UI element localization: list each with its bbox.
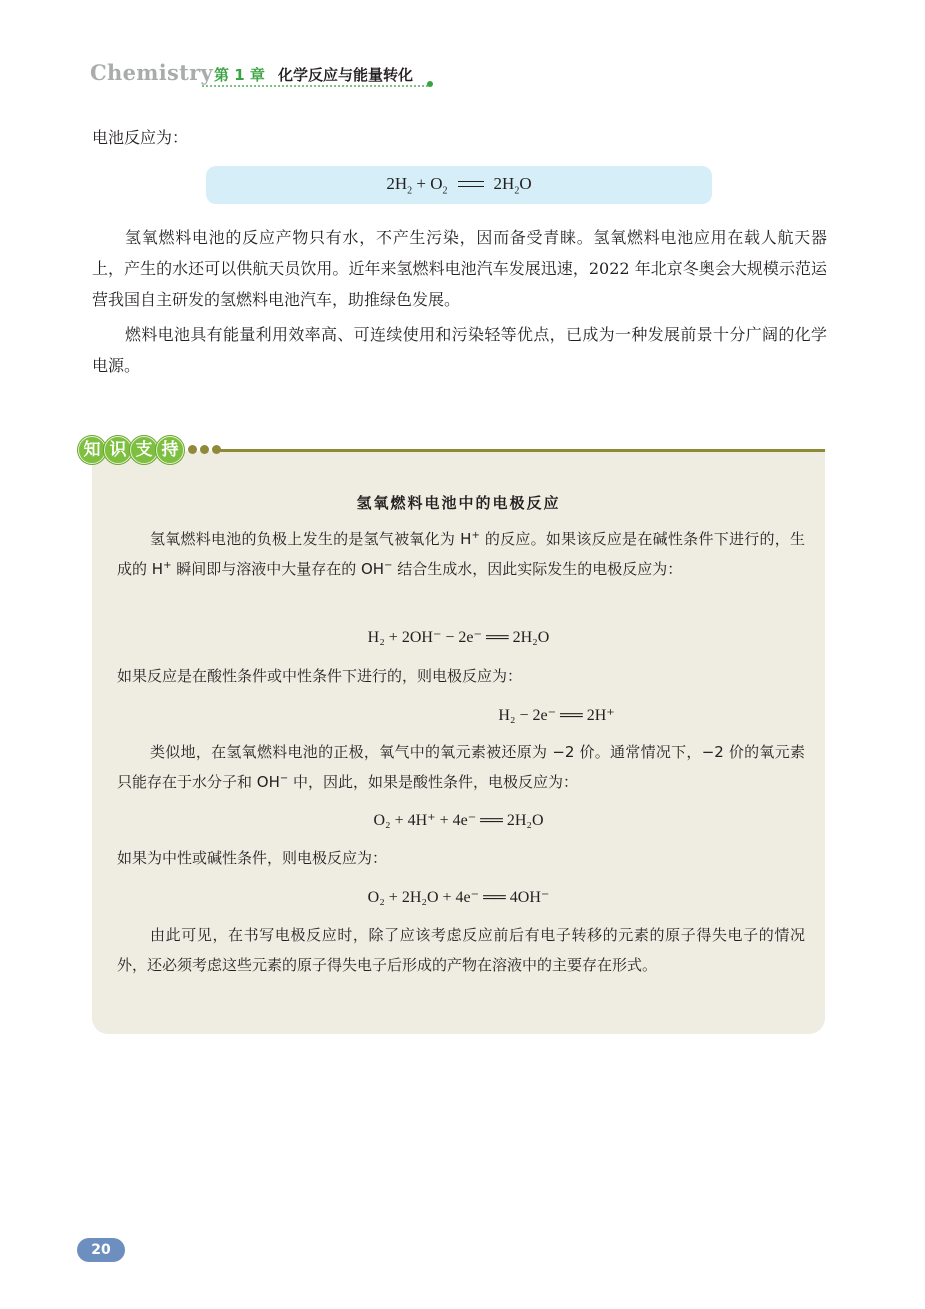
tag-dot xyxy=(200,445,209,454)
equation-anode-alkaline: H₂ + 2OH⁻ − 2e⁻ ══ 2H₂O xyxy=(367,629,550,646)
chapter-title: 化学反应与能量转化 xyxy=(278,66,414,84)
chapter-number: 第 1 章 xyxy=(214,66,265,84)
knowledge-box-rule xyxy=(218,449,825,452)
paragraph-advantages: 氢氧燃料电池的反应产物只有水，不产生污染，因而备受青睐。氢氧燃料电池应用在载人航天器上，产生的水还可以供航天员饮用。近年来氢燃料电池汽车发展迅速，2022 年北京冬奥会大规模示范运营我国自主研发的氢燃料电池汽车，助推绿色发展。 xyxy=(92,228,827,309)
knowledge-paragraph-neutral: 如果为中性或碱性条件，则电极反应为： xyxy=(117,849,388,867)
knowledge-paragraph-anode: 氢氧燃料电池的负极上发生的是氢气被氧化为 H+ 的反应。如果该反应是在碱性条件下进行的，生成的 H+ 瞬间即与溶液中大量存在的 OH− 结合生成水，因此实际发生的电极反应为： xyxy=(117,530,805,578)
header-dot xyxy=(427,81,433,87)
knowledge-paragraph-cathode: 类似地，在氢氧燃料电池的正极，氧气中的氧元素被还原为 −2 价。通常情况下，−2 价的氧元素只能存在于水分子和 OH− 中，因此，如果是酸性条件，电极反应为： xyxy=(117,743,805,791)
equation-cathode-alkaline: O₂ + 2H₂O + 4e⁻ ══ 4OH⁻ xyxy=(367,889,550,906)
tag-char: 持 xyxy=(156,436,184,464)
knowledge-support-tag xyxy=(78,436,228,464)
tag-char: 支 xyxy=(130,436,158,464)
intro-line: 电池反应为： xyxy=(92,128,189,147)
running-header xyxy=(90,58,435,90)
paragraph-prospects: 燃料电池具有能量利用效率高、可连续使用和污染轻等优点，已成为一种发展前景十分广阔的化学电源。 xyxy=(92,325,827,375)
header-dotted-rule xyxy=(202,85,428,87)
equation-anode-acidic: H₂ − 2e⁻ ══ 2H⁺ xyxy=(498,707,615,724)
tag-char: 识 xyxy=(104,436,132,464)
cell-reaction-equation: $2H_2 + O_2$ $2H_2O$ xyxy=(386,174,532,197)
equation-cathode-acidic: O₂ + 4H⁺ + 4e⁻ ══ 2H₂O xyxy=(373,812,544,829)
page-number-badge: 20 xyxy=(77,1238,125,1262)
brand-logo-text: Chemistry xyxy=(90,60,214,85)
tag-dot xyxy=(188,445,197,454)
knowledge-paragraph-conclusion: 由此可见，在书写电极反应时，除了应该考虑反应前后有电子转移的元素的原子得失电子的情况外，还必须考虑这些元素的原子得失电子后形成的产物在溶液中的主要存在形式。 xyxy=(117,926,805,974)
equals-sign xyxy=(458,181,484,187)
tag-dot xyxy=(212,445,221,454)
tag-char: 知 xyxy=(78,436,106,464)
knowledge-title: 氢氧燃料电池中的电极反应 xyxy=(356,494,561,512)
knowledge-paragraph-acidic: 如果反应是在酸性条件或中性条件下进行的，则电极反应为： xyxy=(117,667,523,685)
